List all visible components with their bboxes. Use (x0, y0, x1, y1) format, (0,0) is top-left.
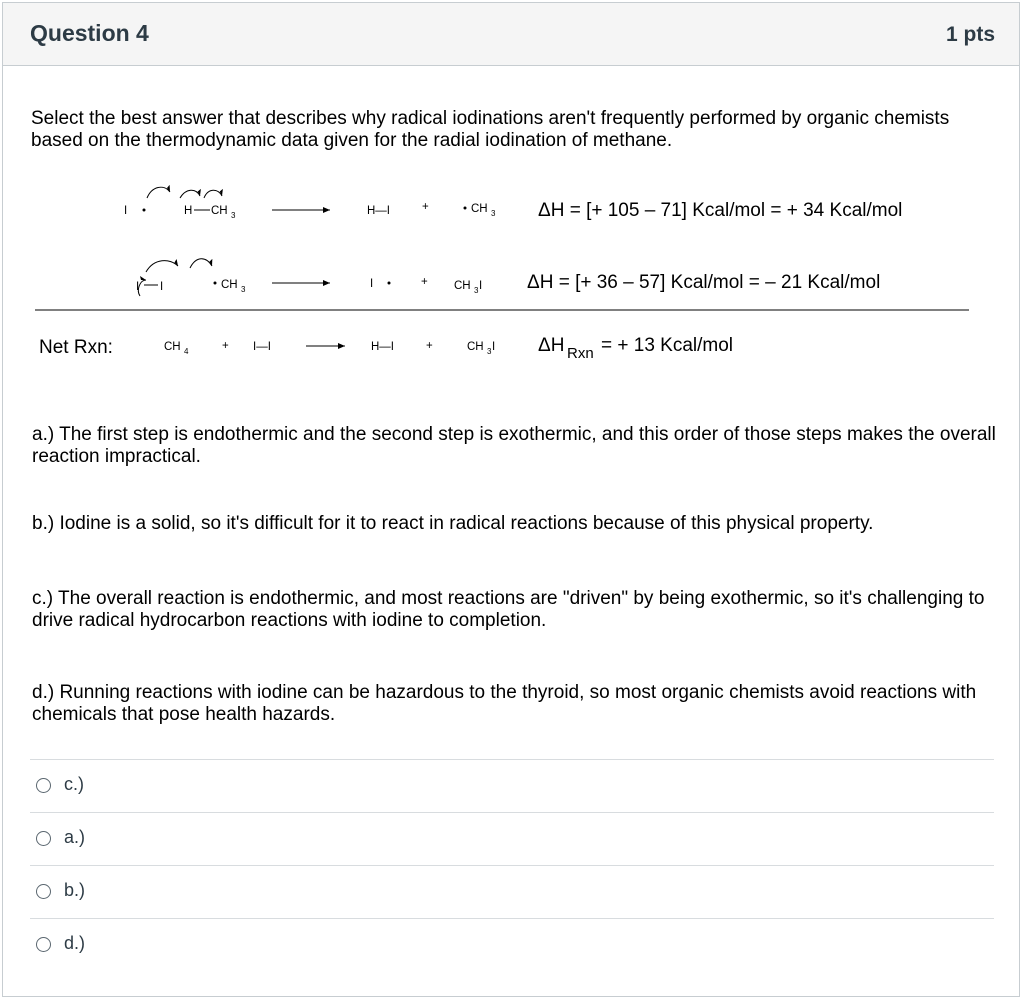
net-product-hi: H—I (371, 341, 394, 353)
option-d-text: d.) Running reactions with iodine can be hazardous to the thyroid, so most organic chemists avoid reactions with chemicals that pose health hazards. (32, 682, 977, 725)
step2-product-i: I (370, 278, 374, 290)
answer-choice-a[interactable] (30, 813, 994, 865)
radical-dot-icon (143, 209, 146, 212)
curved-arrow-icon (147, 187, 170, 198)
net-enthalpy-value: = + 13 Kcal/mol (601, 335, 734, 356)
net-reactant-ch4: CH (164, 341, 181, 353)
radical-dot-icon (388, 282, 391, 285)
radical-dot-icon (464, 207, 467, 210)
curved-arrow-icon (180, 190, 200, 198)
step1-ch3-label: CH (211, 205, 228, 217)
reaction-scheme (0, 0, 1024, 380)
step1-reactants (124, 187, 236, 220)
step2-enthalpy: ΔH = [+ 36 – 57] Kcal/mol = – 21 Kcal/mol (527, 272, 881, 293)
curved-arrow-icon (190, 259, 212, 268)
answer-choice-b[interactable] (30, 866, 994, 918)
answer-label: b.) (64, 880, 86, 900)
step1-product-sub: 3 (491, 209, 496, 218)
step2-plus: + (421, 276, 428, 288)
net-product-tail: I (492, 341, 496, 353)
curved-arrow-icon (204, 190, 222, 198)
step1-product-hi: H—I (367, 205, 390, 217)
step1-enthalpy: ΔH = [+ 105 – 71] Kcal/mol = + 34 Kcal/mol (538, 200, 903, 221)
net-enthalpy-prefix: ΔH (538, 335, 565, 356)
step2-iodine-left: I (136, 281, 140, 293)
answer-choice-d[interactable] (30, 919, 994, 971)
step1-product-ch3: CH (471, 203, 488, 215)
curved-arrow-icon (146, 261, 178, 272)
step2-reactants (136, 259, 246, 296)
net-plus-2: + (426, 340, 433, 352)
step2-iodine-right: I (160, 281, 164, 293)
option-c-text: c.) The overall reaction is endothermic, and most reactions are "driven" by being exothermic, so it's challenging to drive radical hydrocarbon reactions with iodine to completion. (32, 588, 985, 631)
question-prompt: Select the best answer that describes why radical iodinations aren't frequently performed by organic chemists based on the thermodynamic data given for the radial iodination of methane. (31, 108, 950, 151)
option-a-text: a.) The first step is endothermic and the second step is exothermic, and this order of those steps makes the overall reaction impractical. (32, 424, 996, 467)
net-rxn-label: Net Rxn: (39, 337, 113, 358)
step1-iodine-radical: I (124, 205, 128, 217)
net-product-ch3i: CH (467, 341, 484, 353)
net-reactant-i2: I—I (253, 341, 271, 353)
net-enthalpy-sub: Rxn (567, 345, 594, 362)
step2-product-ch3i: CH (454, 280, 471, 292)
step1-ch3-sub: 3 (231, 211, 236, 220)
answer-label: c.) (64, 774, 84, 794)
question-title: Question 4 (30, 20, 149, 46)
answer-choice-c[interactable] (30, 760, 994, 812)
answer-label: a.) (64, 827, 86, 847)
radio-button[interactable] (36, 884, 51, 899)
step2-product-sub: 3 (474, 286, 479, 295)
answer-label: d.) (64, 933, 86, 953)
option-b-text: b.) Iodine is a solid, so it's difficult for it to react in radical reactions because of this physical property. (32, 513, 874, 534)
net-reactant-sub: 4 (184, 347, 189, 356)
question-points: 1 pts (945, 23, 995, 46)
curved-arrow-icon (138, 280, 146, 296)
step1-h-label: H (184, 205, 193, 217)
step1-plus: + (422, 201, 429, 213)
radio-button[interactable] (36, 778, 51, 793)
step2-product-tail: I (479, 280, 483, 292)
net-product-sub: 3 (487, 347, 492, 356)
radical-dot-icon (214, 282, 217, 285)
net-plus-1: + (222, 340, 229, 352)
radio-button[interactable] (36, 937, 51, 952)
step2-ch3-sub: 3 (241, 285, 246, 294)
step2-ch3-radical: CH (221, 279, 238, 291)
radio-button[interactable] (36, 831, 51, 846)
